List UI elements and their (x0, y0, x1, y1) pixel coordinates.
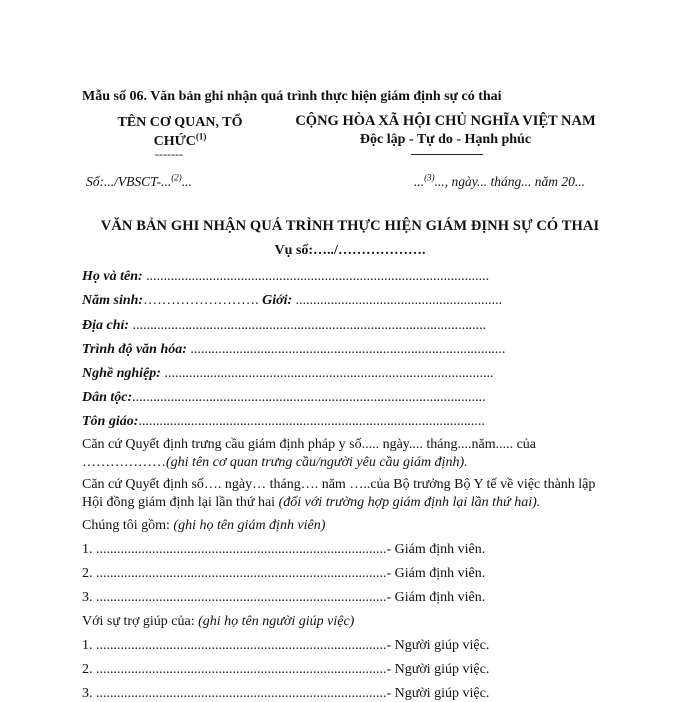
document-title: VĂN BẢN GHI NHẬN QUÁ TRÌNH THỰC HIỆN GIÁM ĐỊNH SỰ CÓ THAI (100, 218, 600, 234)
field-blank: .................................................................................................. (142, 269, 490, 284)
members-label: Chúng tôi gồm: (82, 518, 174, 533)
basis-paragraph-1 (82, 436, 612, 472)
date-footnote: (3) (424, 172, 435, 183)
field-blank: ..................................................................................................... (132, 390, 486, 405)
field-ethnicity (82, 390, 486, 406)
field-label: Địa chỉ: (82, 318, 130, 333)
motto-underline (411, 154, 483, 155)
assistants-label: Với sự trợ giúp của: (82, 614, 199, 629)
expert-line-3: 3. ...................................................................................- Giám định viên. (82, 590, 486, 605)
assistant-line-1: 1. ...................................................................................- Người giúp việc. (82, 638, 490, 653)
basis-paragraph-2 (82, 476, 612, 512)
national-motto: Độc lập - Tự do - Hạnh phúc (359, 132, 532, 147)
organization-label: TÊN CƠ QUAN, TỔ CHỨC (117, 115, 243, 149)
paragraph-note: (đối với trường hợp giám định lại lần thứ hai). (278, 495, 541, 510)
field-label: Giới: (258, 293, 293, 308)
reference-suffix: ... (181, 174, 192, 189)
paragraph-text: Căn cứ Quyết định trưng cầu giám định pháp y số..... ngày.... tháng....năm..... của ……………… (82, 437, 537, 470)
organization-separator: ------- (155, 147, 183, 161)
field-blank: ................................................................................................... (138, 414, 485, 429)
field-birth-gender (82, 293, 502, 309)
paragraph-text: Căn cứ Quyết định số…. ngày… tháng…. năm …..của Bộ trưởng Bộ Y tế về việc thành lập Hội đồng giám định lại lần thứ hai (82, 477, 596, 510)
field-full-name (82, 269, 489, 285)
nation-header: CỘNG HÒA XÃ HỘI CHỦ NGHĨA VIỆT NAM (295, 113, 596, 129)
field-label: Trình độ văn hóa: (82, 342, 187, 357)
reference-number (86, 174, 192, 190)
members-note: (ghi họ tên giám định viên) (173, 518, 326, 533)
members-heading (82, 518, 325, 534)
field-blank: ……………………. (143, 293, 259, 308)
place-date-line (414, 174, 585, 190)
field-blank: .............................................................................................. (160, 366, 494, 381)
paragraph-note: (ghi tên cơ quan trưng cầu/người yêu cầu giám định). (166, 455, 468, 470)
field-label: Nghề nghiệp: (82, 366, 161, 381)
assistant-line-2: 2. ...................................................................................- Người giúp việc. (82, 662, 490, 677)
field-label: Họ và tên: (82, 269, 143, 284)
field-label: Năm sinh: (82, 293, 144, 308)
date-suffix: ..., ngày... tháng... năm 20... (434, 174, 585, 189)
form-title: Mẫu số 06. Văn bản ghi nhận quá trình thực hiện giám định sự có thai (82, 89, 502, 104)
expert-line-2: 2. ...................................................................................- Giám định viên. (82, 566, 486, 581)
assistant-line-3: 3. ...................................................................................- Người giúp việc. (82, 686, 490, 701)
field-address (82, 318, 486, 334)
expert-line-1: 1. ...................................................................................- Giám định viên. (82, 542, 486, 557)
field-occupation (82, 366, 493, 382)
field-education (82, 342, 505, 358)
case-number: Vụ số:…../………………. (274, 243, 426, 258)
reference-prefix: Số:.../VBSCT-... (86, 174, 172, 189)
field-label: Tôn giáo: (82, 414, 139, 429)
field-religion (82, 414, 485, 430)
field-label: Dân tộc: (82, 390, 133, 405)
assistants-note: (ghi họ tên người giúp việc) (198, 614, 355, 629)
reference-footnote: (2) (171, 172, 182, 183)
assistants-heading (82, 614, 354, 630)
field-blank: .......................................................................................... (186, 342, 506, 357)
organization-footnote: (1) (195, 131, 207, 142)
field-blank: ........................................................... (292, 293, 503, 308)
date-prefix: ... (414, 174, 425, 189)
field-blank: ..................................................................................................... (129, 318, 487, 333)
organization-name (105, 113, 255, 151)
